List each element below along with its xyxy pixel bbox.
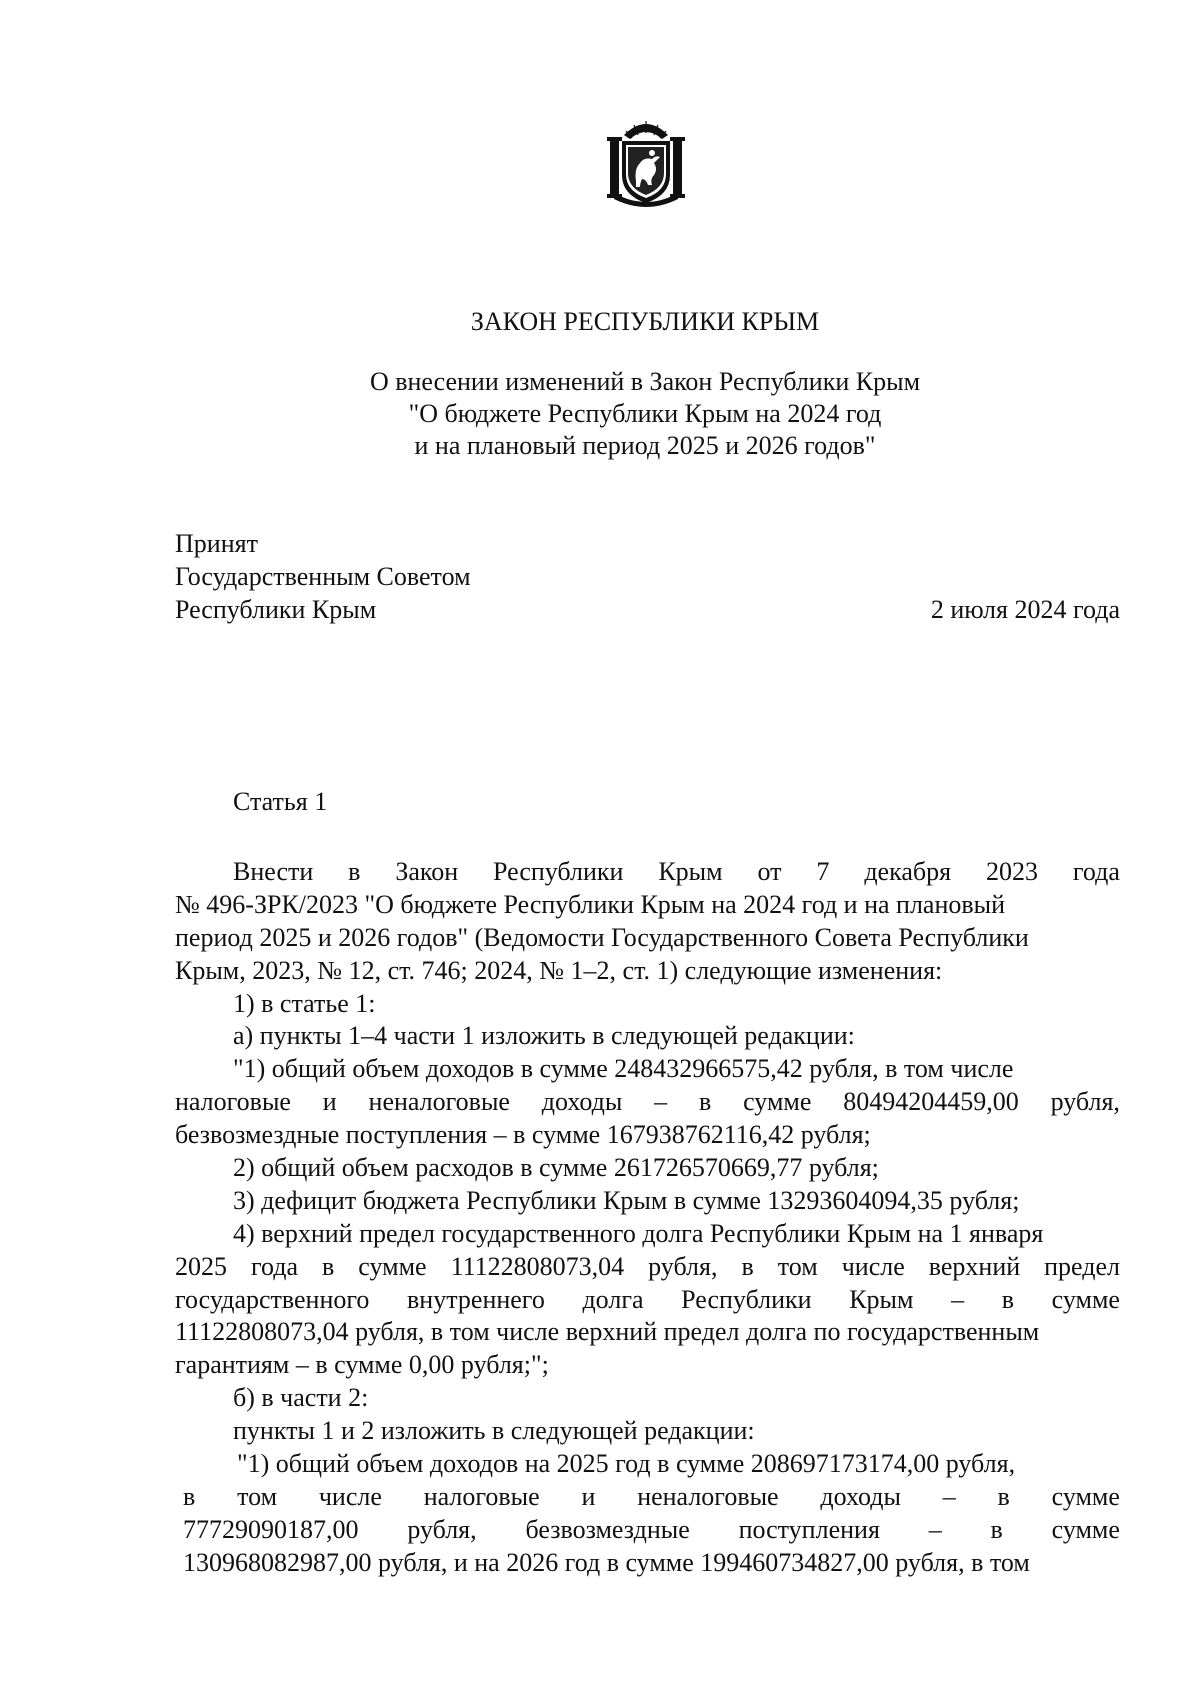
word: Республики: [681, 1284, 812, 1314]
word: в: [1001, 1284, 1015, 1314]
word: доходы: [820, 1481, 901, 1511]
word: Внести: [233, 857, 314, 886]
word: безвозмездные: [525, 1514, 690, 1544]
word: сумме: [1051, 1481, 1120, 1511]
body-line: а) пункты 1–4 части 1 изложить в следующей редакции:: [233, 1021, 855, 1051]
word: года: [1072, 857, 1120, 886]
adopted-by-republic: [175, 593, 1120, 626]
word: Закон: [395, 857, 459, 886]
body-line: "1) общий объем доходов на 2025 год в сумме 208697173174,00 рубля,: [237, 1449, 1016, 1479]
body-line: пункты 1 и 2 изложить в следующей редакции:: [233, 1416, 755, 1446]
word: рубля,: [1050, 1087, 1120, 1117]
word: года: [250, 1251, 299, 1281]
word: сумме: [1051, 1514, 1120, 1544]
word: в: [741, 1251, 754, 1281]
body-line: [175, 1086, 1120, 1119]
word: 7: [816, 857, 830, 886]
word: в: [348, 857, 361, 886]
body-line: 3) дефицит бюджета Республики Крым в сумме 13293604094,35 рубля;: [233, 1185, 1020, 1215]
word: числе: [841, 1251, 905, 1281]
word: –: [951, 1284, 965, 1314]
word: долга: [582, 1284, 644, 1314]
word: том: [237, 1481, 278, 1511]
word: внутреннего: [407, 1284, 545, 1314]
word: –: [654, 1087, 668, 1117]
word: –: [928, 1514, 942, 1544]
word: государственного: [175, 1284, 370, 1314]
crimea-coat-of-arms-icon: [604, 117, 688, 207]
word: верхний: [928, 1251, 1021, 1281]
adopted-label: Принят: [175, 529, 258, 558]
word: рубля,: [407, 1514, 477, 1544]
body-line: период 2025 и 2026 годов" (Ведомости Государственного Совета Республики: [175, 922, 1029, 952]
word: декабря: [864, 857, 952, 886]
body-line: гарантиям – в сумме 0,00 рубля;";: [175, 1350, 549, 1380]
word: в: [183, 1481, 196, 1511]
word: и: [581, 1481, 596, 1511]
word: налоговые: [423, 1481, 540, 1511]
word: том: [777, 1251, 818, 1281]
body-line: № 496-ЗРК/2023 "О бюджете Республики Крым на 2024 год и на плановый: [175, 889, 1006, 919]
word: Крым: [849, 1284, 914, 1314]
word: сумме: [743, 1087, 812, 1117]
word: и: [322, 1087, 337, 1117]
body-line: [175, 1284, 1120, 1317]
word: сумме: [358, 1251, 427, 1281]
adopted-republic: Республики Крым: [175, 595, 377, 624]
body-line: б) в части 2:: [233, 1383, 369, 1413]
body-line: Крым, 2023, № 12, ст. 746; 2024, № 1–2, ст. 1) следующие изменения:: [175, 955, 943, 985]
document-title: ЗАКОН РЕСПУБЛИКИ КРЫМ: [470, 307, 820, 336]
word: числе: [318, 1481, 382, 1511]
adopted-by: Государственным Советом: [175, 562, 471, 591]
word: в: [699, 1087, 712, 1117]
word: 2023: [985, 857, 1038, 886]
word: 11122808073,04: [450, 1251, 625, 1281]
body-line: 2) общий объем расходов в сумме 261726570669,77 рубля;: [233, 1153, 879, 1183]
body-line: безвозмездные поступления – в сумме 167938762116,42 рубля;: [175, 1120, 871, 1150]
body-line: [175, 1251, 1120, 1284]
word: 80494204459,00: [843, 1087, 1019, 1117]
adoption-block: [175, 527, 1120, 626]
word: неналоговые: [368, 1087, 510, 1117]
word: доходы: [541, 1087, 623, 1117]
body-line: 130968082987,00 рубля, и на 2026 год в сумме 199460734827,00 рубля, в том: [183, 1547, 1030, 1577]
word: налоговые: [175, 1087, 291, 1117]
body-line: [175, 1481, 1120, 1514]
word: предел: [1044, 1251, 1120, 1281]
document-body: [175, 856, 1120, 1580]
adoption-date: 2 июля 2024 года: [930, 595, 1120, 624]
word: сумме: [1051, 1284, 1120, 1314]
body-line: [175, 856, 1120, 889]
word: 2025: [175, 1251, 227, 1281]
subtitle-line: "О бюджете Республики Крым на 2024 год: [408, 399, 882, 428]
word: в: [997, 1481, 1010, 1511]
body-line: 11122808073,04 рубля, в том числе верхний предел долга по государственным: [175, 1317, 1040, 1347]
word: в: [322, 1251, 335, 1281]
word: в: [990, 1514, 1003, 1544]
word: рубля,: [648, 1251, 718, 1281]
body-line: [175, 1514, 1120, 1547]
article-heading: Статья 1: [233, 787, 328, 816]
word: Крым: [658, 857, 723, 886]
word: неналоговые: [637, 1481, 779, 1511]
word: от: [757, 857, 782, 886]
body-line: 4) верхний предел государственного долга Республики Крым на 1 января: [233, 1218, 1044, 1248]
word: –: [942, 1481, 956, 1511]
subtitle-line: и на плановый период 2025 и 2026 годов": [414, 431, 876, 460]
subtitle-line: О внесении изменений в Закон Республики Крым: [369, 367, 921, 396]
body-line: "1) общий объем доходов в сумме 248432966575,42 рубля, в том числе: [233, 1054, 1014, 1084]
word: Республики: [493, 857, 624, 886]
word: поступления: [738, 1514, 880, 1544]
word: 77729090187,00: [183, 1514, 359, 1544]
body-line: 1) в статье 1:: [233, 988, 376, 1018]
